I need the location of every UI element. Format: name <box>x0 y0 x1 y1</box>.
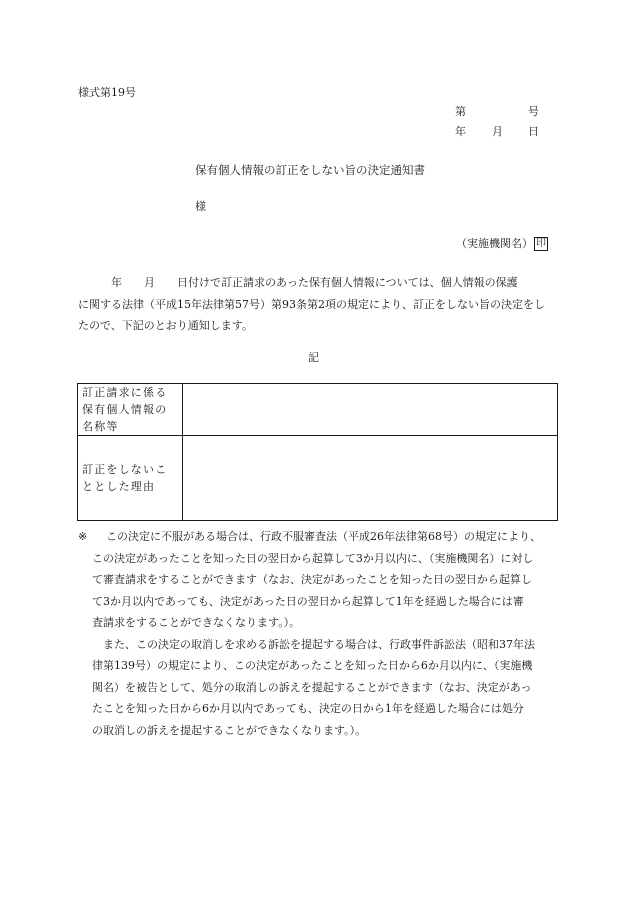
note-line: て審査請求をすることができます（なお、決定があったことを知った日の翌日から起算し <box>92 573 532 586</box>
note-line: の取消しの訴えを提起することができなくなります。）。 <box>92 723 367 737</box>
appeal-note <box>78 526 562 741</box>
row-value-reason[interactable] <box>183 436 558 521</box>
document-number-suffix: 号 <box>528 105 539 118</box>
note-line: たことを知った日から6か月以内であっても、決定の日から1年を経過した場合には処分 <box>92 702 524 715</box>
note-line: 査請求をすることができなくなります。）。 <box>92 616 301 629</box>
notification-body <box>78 272 560 337</box>
body-line: 年 月 日付けで訂正請求のあった保有個人情報については、個人情報の保護 <box>78 276 518 289</box>
issuer-line <box>456 237 548 251</box>
issuer-name: （実施機関名） <box>456 237 533 250</box>
table-row <box>78 436 558 521</box>
body-line: に関する法律（平成15年法律第57号）第93条第2項の規定により、訂正をしない旨の決定をし <box>78 297 545 311</box>
note-line: て3か月以内であっても、決定があった日の翌日から起算して1年を経過した場合には審 <box>92 594 524 608</box>
note-body <box>92 526 562 741</box>
seal-mark: 印 <box>536 238 546 249</box>
row-label-reason: 訂正をしないこととした理由 <box>78 436 183 521</box>
date-day-label: 日 <box>528 125 539 138</box>
note-line: この決定があったことを知った日の翌日から起算して3か月以内に、（実施機関名）に対し <box>92 551 534 565</box>
form-number: 様式第19号 <box>78 86 136 99</box>
note-line: この決定に不服がある場合は、行政不服審査法（平成26年法律第68号）の規定により、 <box>106 530 541 543</box>
note-line: また、この決定の取消しを求める訴訟を提起する場合は、行政事件訴訟法（昭和37年法 <box>92 637 535 651</box>
document-number-prefix: 第 <box>455 105 466 118</box>
ki-heading: 記 <box>308 351 319 364</box>
note-line: 律第139号）の規定により、この決定があったことを知った日から6か月以内に、（実施機 <box>92 659 533 672</box>
note-mark: ※ <box>78 530 88 543</box>
document-title: 保有個人情報の訂正をしない旨の決定通知書 <box>195 163 425 177</box>
detail-table <box>77 383 558 521</box>
date-month-label: 月 <box>492 125 503 138</box>
table-row <box>78 384 558 436</box>
body-line: たので、下記のとおり通知します。 <box>78 319 253 332</box>
row-value-info-name[interactable] <box>183 384 558 436</box>
row-label-info-name: 訂正請求に係る保有個人情報の名称等 <box>78 384 183 436</box>
recipient-honorific: 様 <box>195 200 206 213</box>
date-year-label: 年 <box>455 125 466 138</box>
note-line: 関名）を被告として、処分の取消しの訴えを提起することができます（なお、決定があっ <box>92 680 532 694</box>
